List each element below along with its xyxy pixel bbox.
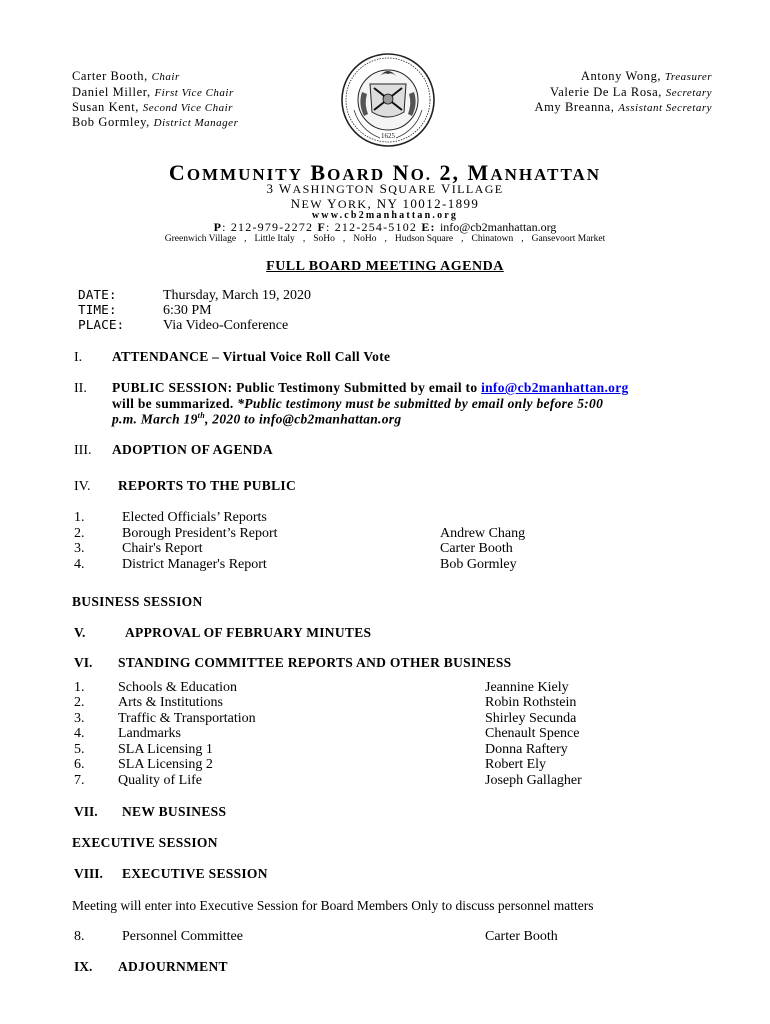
section-minutes: APPROVAL OF FEBRUARY MINUTES [125, 625, 372, 640]
officer-role: Treasurer [664, 71, 712, 83]
list-item: Landmarks [118, 726, 181, 741]
email-label: E: [421, 220, 436, 234]
list-item-number: 1. [74, 680, 85, 695]
neighborhood: Hudson Square [394, 234, 454, 244]
neighborhood: Gansevoort Market [531, 234, 606, 244]
section-new-business: NEW BUSINESS [122, 804, 227, 819]
list-item-number: 2. [74, 695, 85, 710]
officer-role: First Vice Chair [154, 87, 234, 99]
time-label: TIME: [78, 303, 117, 318]
list-item-number: 3. [74, 711, 85, 726]
nyc-seal-icon [340, 52, 436, 148]
list-item-person: Shirley Secunda [485, 711, 577, 726]
contact-line [0, 220, 770, 235]
section-adoption: ADOPTION OF AGENDA [112, 442, 273, 457]
list-item-number: 3. [74, 541, 85, 556]
section-number: II. [74, 381, 87, 396]
list-item: Personnel Committee [122, 929, 243, 944]
list-item-person: Chenault Spence [485, 726, 580, 741]
website-text: www.cb2manhattan.org [311, 210, 459, 221]
section-number: I. [74, 350, 83, 365]
officer-treasurer [581, 68, 712, 85]
fax-label: F [317, 220, 326, 234]
list-item-person: Bob Gormley [440, 557, 517, 572]
neighborhood: Little Italy [254, 234, 295, 244]
email-address: info@cb2manhattan.org [439, 220, 557, 234]
public-session-line-2: will be summarized. *Public testimony must be submitted by email only before 5:00 [112, 396, 604, 411]
list-item-person: Joseph Gallagher [485, 773, 582, 788]
list-item: Elected Officials’ Reports [122, 510, 267, 525]
list-item-number: 2. [74, 526, 85, 541]
section-number: IX. [74, 959, 93, 974]
officer-role: District Manager [153, 117, 239, 129]
neighborhood: Chinatown [471, 234, 514, 244]
list-item-person: Robin Rothstein [485, 695, 577, 710]
section-executive: EXECUTIVE SESSION [122, 866, 268, 881]
public-session-line-3: p.m. March 19th, 2020 to info@cb2manhattan.org [112, 411, 402, 427]
date-label: DATE: [78, 288, 117, 303]
section-reports: REPORTS TO THE PUBLIC [118, 478, 297, 493]
officer-role: Chair [151, 71, 180, 83]
list-item: District Manager's Report [122, 557, 267, 572]
list-item: Chair's Report [122, 541, 203, 556]
list-item-number: 6. [74, 757, 85, 772]
list-item-person: Andrew Chang [440, 526, 526, 541]
officer-role: Secretary [665, 87, 712, 99]
list-item: Arts & Institutions [118, 695, 224, 710]
business-session-heading: BUSINESS SESSION [72, 594, 203, 609]
place-label: PLACE: [78, 318, 125, 333]
section-committee-reports: STANDING COMMITTEE REPORTS AND OTHER BUSINESS [118, 655, 512, 670]
officer-name: Susan Kent, [72, 100, 140, 114]
officer-name: Carter Booth, [72, 69, 148, 83]
section-adjournment: ADJOURNMENT [118, 959, 228, 974]
list-item: SLA Licensing 2 [118, 757, 213, 772]
section-public-session: PUBLIC SESSION: Public Testimony Submitted by email to info@cb2manhattan.org [112, 380, 629, 395]
place-value: Via Video-Conference [163, 318, 289, 333]
officer-name: Bob Gormley, [72, 115, 150, 129]
section-number: VI. [74, 655, 93, 670]
neighborhood: Greenwich Village [164, 234, 237, 244]
executive-note: Meeting will enter into Executive Session for Board Members Only to discuss personnel matters [72, 898, 594, 913]
list-item: Borough President’s Report [122, 526, 278, 541]
address-line-1: 3 WASHINGTON SQUARE VILLAGE [266, 181, 504, 196]
section-number: III. [74, 443, 92, 458]
list-item-person: Carter Booth [440, 541, 513, 556]
list-item-person: Jeannine Kiely [485, 680, 569, 695]
officer-name: Antony Wong, [580, 69, 662, 83]
neighborhood: SoHo [313, 234, 335, 244]
page-title: COMMUNITY BOARD NO. 2, MANHATTAN [168, 160, 602, 185]
officer-name: Amy Breanna, [534, 100, 615, 114]
agenda-title: FULL BOARD MEETING AGENDA [266, 259, 504, 274]
officer-role: Second Vice Chair [142, 102, 233, 114]
phone-number: : 212-979-2272 [222, 220, 314, 234]
address-line-2: NEW YORK, NY 10012-1899 [290, 196, 480, 211]
seal-year: 1625 [381, 132, 395, 140]
neighborhood: NoHo [353, 234, 377, 244]
officer-assistant-secretary [534, 99, 712, 116]
email-link[interactable]: info@cb2manhattan.org [481, 380, 629, 395]
list-item-number: 4. [74, 726, 85, 741]
phone-label: P [213, 220, 223, 234]
officer-district-manager [72, 114, 238, 131]
section-number: VII. [74, 804, 98, 819]
list-item: Traffic & Transportation [118, 711, 256, 726]
list-item: Quality of Life [118, 773, 202, 788]
officer-name: Daniel Miller, [72, 85, 151, 99]
date-value: Thursday, March 19, 2020 [163, 288, 312, 303]
officer-name: Valerie De La Rosa, [549, 85, 663, 99]
list-item-number: 8. [74, 929, 85, 944]
list-item-number: 5. [74, 742, 85, 757]
time-value: 6:30 PM [163, 303, 212, 318]
section-attendance: ATTENDANCE – Virtual Voice Roll Call Vote [112, 349, 391, 364]
list-item-number: 7. [74, 773, 85, 788]
list-item-number: 4. [74, 557, 85, 572]
fax-number: : 212-254-5102 [325, 220, 418, 234]
section-number: VIII. [74, 866, 103, 881]
list-item-person: Carter Booth [485, 929, 558, 944]
list-item-number: 1. [74, 510, 85, 525]
section-number: V. [74, 625, 86, 640]
list-item: SLA Licensing 1 [118, 742, 213, 757]
officer-chair [72, 68, 180, 85]
neighborhoods-list: Greenwich Village , Little Italy , SoHo , NoHo , Hudson Square , Chinatown , Gansevoort Market [164, 234, 606, 244]
list-item-person: Donna Raftery [485, 742, 568, 757]
list-item-person: Robert Ely [485, 757, 547, 772]
section-number: IV. [74, 479, 91, 494]
executive-session-heading: EXECUTIVE SESSION [72, 835, 218, 850]
officer-role: Assistant Secretary [618, 102, 712, 114]
list-item: Schools & Education [118, 680, 237, 695]
